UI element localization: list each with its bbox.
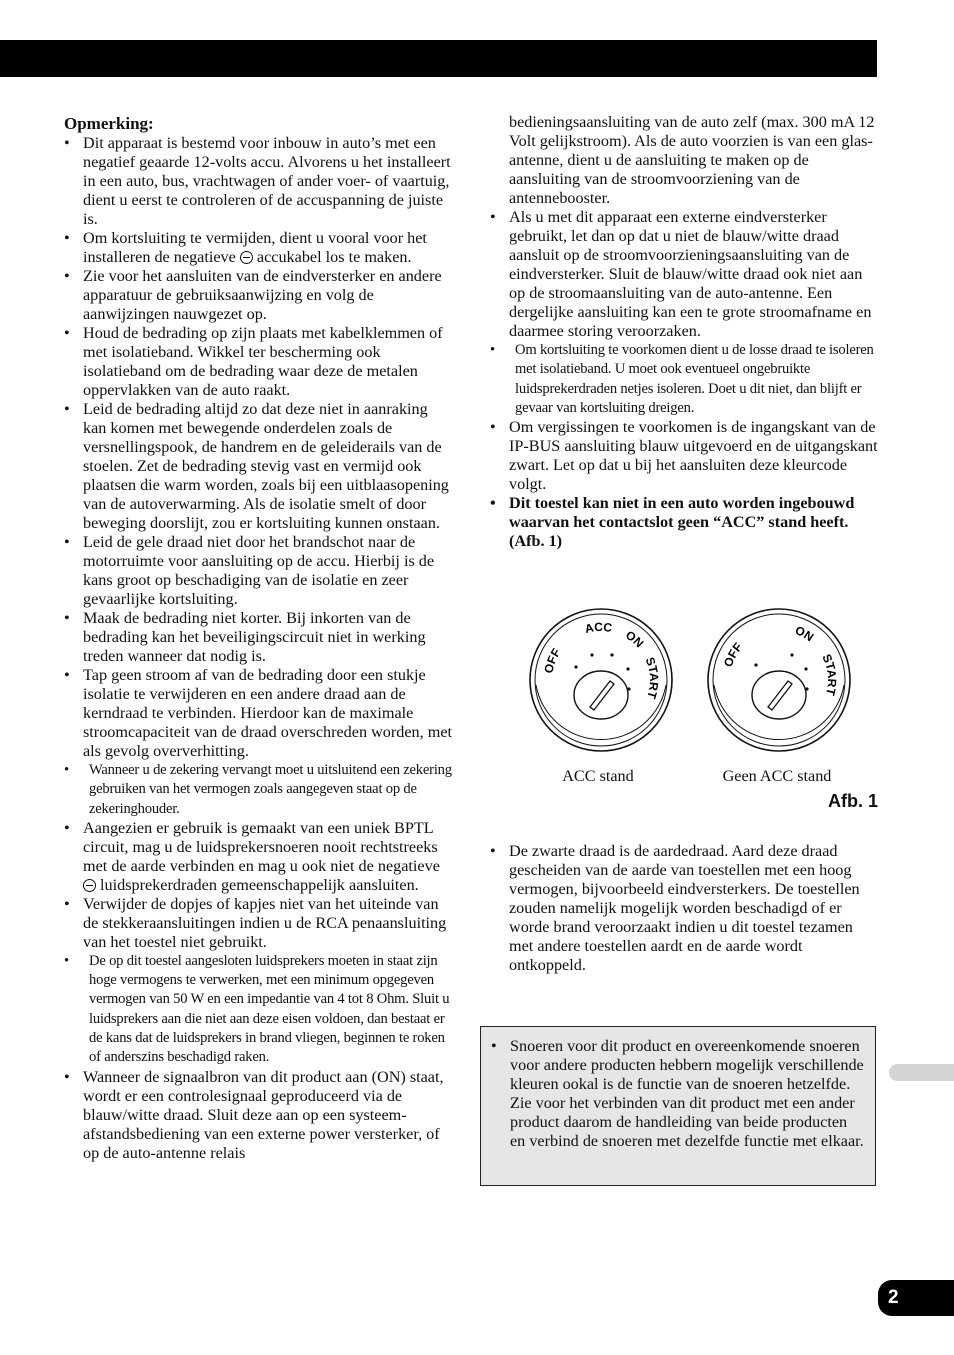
dial-dot xyxy=(804,667,807,670)
list-item: • Dit toestel kan niet in een auto worden ingebouwd waarvan het contactslot geen “ACC” stand heeft. (Afb. 1) xyxy=(490,494,880,551)
note-list-right xyxy=(490,208,880,551)
dial-dot xyxy=(610,653,613,656)
negative-terminal-icon xyxy=(240,251,253,264)
list-item: • Maak de bedrading niet korter. Bij inkorten van de bedrading kan het beveiligingscircuit niet in werking treden wanneer dat nodig is. xyxy=(64,609,454,666)
list-item: • Zie voor het aansluiten van de eindversterker en andere apparatuur de gebruiksaanwijzing en volg de aanwijzingen nauwgezet op. xyxy=(64,267,454,324)
dial-label-acc-wrap xyxy=(583,620,613,636)
label-on: ON xyxy=(793,623,817,645)
list-item xyxy=(64,229,454,267)
list-item: • De zwarte draad is de aardedraad. Aard deze draad gescheiden van de aarde van toestellen met een hoog vermogen, bijvoorbeeld eindversterkers. De toestellen zouden namelijk mogelijk worden beschadigd of er worde brand veroorzaakt indien u dit toestel tezamen met andere toestellen aardt en de aarde wordt ontkoppeld. xyxy=(490,842,880,975)
note-heading: Opmerking: xyxy=(64,114,154,133)
figure-caption: Afb. 1 xyxy=(827,791,878,811)
section-tab xyxy=(889,1064,954,1081)
dial-dot xyxy=(790,653,793,656)
dial-dot xyxy=(590,653,593,656)
list-item xyxy=(64,819,454,895)
note-list-lower xyxy=(490,842,880,975)
continued-text: bedieningsaansluiting van de auto zelf (max. 300 mA 12 Volt gelijkstroom). Als de auto voorzien is van een glas-antenne, dient u de aansluiting te maken op de aansluiting van de stroomvoorziening van de antennebooster. xyxy=(509,113,875,207)
list-item: • Leid de gele draad niet door het brandschot naar de motorruimte voor aansluiting op de accu. Hierbij is de kans groot op beschadiging van de isolatie en zeer gevaarlijke kortsluiting. xyxy=(64,533,454,609)
list-item-text: Aangezien er gebruik is gemaakt van een uniek BPTL circuit, mag u de luidsprekersnoeren nooit rechtstreeks met de aarde verbinden en mag u ook niet de negatieve xyxy=(83,818,440,875)
header-bar xyxy=(0,40,877,77)
note-list xyxy=(64,134,454,1163)
page-number: 2 xyxy=(878,1280,954,1316)
list-item-text: accukabel los te maken. xyxy=(256,248,412,266)
note-box xyxy=(480,1026,876,1186)
list-item: • Leid de bedrading altijd zo dat deze niet in aanraking kan komen met bewegende onderdelen zoals de versnellingspook, de handrem en de geleiderails van de stoelen. Zet de bedrading stevig vast en vermijd ook plaatsen die warm worden, zoals bij een uitblaasopening van de autoverwarming. Als de isolatie smelt of door beweging doorslijt, zou er kortsluiting kunnen onstaan. xyxy=(64,400,454,533)
label-off: OFF xyxy=(720,639,746,669)
note-box-list xyxy=(491,1037,865,1151)
label-off: OFF xyxy=(541,645,564,675)
list-item: • Wanneer de signaalbron van dit product aan (ON) staat, wordt er een controlesignaal geproduceerd via de blauw/witte draad. Sluit deze aan op een systeem-afstandsbediening van een externe power versterker, of op de auto-antenne relais xyxy=(64,1068,454,1163)
list-item: • Tap geen stroom af van de bedrading door een stukje isolatie te verwijderen en een andere draad aan de kerndraad te verbinden. Hierdoor kan de maximale stroomcapaciteit van de draad overschreden worden, met als gevolg oververhitting. xyxy=(64,666,454,761)
list-item: • De op dit toestel aangesloten luidsprekers moeten in staat zijn hoge vermogens te verwerken, met een minimum opgegeven vermogen van 50 W en een impedantie van 4 tot 8 Ohm. Sluit u luidsprekers aan die niet aan deze eisen voldoen, dan bestaat er de kans dat de luidsprekers in brand vliegen, beginnen te roken of anderszins beschadigd raken. xyxy=(64,952,454,1068)
list-item-text: luidsprekerdraden gemeenschappelijk aansluiten. xyxy=(100,875,419,894)
ignition-dial-acc xyxy=(526,605,676,755)
dial-caption-acc: ACC stand xyxy=(562,767,634,785)
list-item: • Om vergissingen te voorkomen is de ingangskant van de IP-BUS aansluiting blauw uitgevoerd en de uitgangskant zwart. Let op dat u bij het aansluiten deze kleurcode volgt. xyxy=(490,418,880,494)
left-column xyxy=(64,114,454,1163)
ignition-figure xyxy=(490,605,880,820)
right-column xyxy=(490,113,880,551)
list-item: • Dit apparaat is bestemd voor inbouw in auto’s met een negatief geaarde 12-volts accu. Alvorens u het installeert in een auto, bus, vrachtwagen of ander voer- of vaartuig, dient u eerst te controleren of de accuspanning de juiste is. xyxy=(64,134,454,229)
list-item: • Wanneer u de zekering vervangt moet u uitsluitend een zekering gebruiken van het vermogen zoals aangegeven staat op de zekeringhouder. xyxy=(64,761,454,819)
label-on: ON xyxy=(623,627,647,651)
list-item: • Om kortsluiting te voorkomen dient u de losse draad te isoleren met isolatieband. U moet ook eventueel ongebruikte luidsprekerdraden netjes isoleren. Doet u dit niet, dan blijft er gevaar van kortsluiting dreigen. xyxy=(490,341,880,418)
list-item: • Als u met dit apparaat een externe eindversterker gebruikt, let dan op dat u niet de blauw/witte draad aansluit op de stroomvoorzieningsaansluiting van de eindversterker. Sluit de blauw/witte draad ook niet aan op de stroomaansluiting van de auto-antenne. Een dergelijke aansluiting kan een te grote stroomafname en daarmee storing veroorzaken. xyxy=(490,208,880,341)
dial-dot xyxy=(626,667,629,670)
dial-dot xyxy=(574,665,577,668)
right-column-lower xyxy=(490,842,880,975)
dial-caption-no-acc: Geen ACC stand xyxy=(722,767,832,785)
list-item: • Verwijder de dopjes of kapjes niet van het uiteinde van de stekkeraansluitingen indien u de RCA penaansluiting van het toestel niet gebruikt. xyxy=(64,895,454,952)
label-acc: ACC xyxy=(583,619,613,637)
label-start: START xyxy=(642,655,662,701)
negative-terminal-icon xyxy=(83,879,96,892)
ignition-dial-no-acc xyxy=(704,605,854,755)
list-item: • Houd de bedrading op zijn plaats met kabelklemmen of met isolatieband. Wikkel ter bescherming ook isolatieband om de bedrading waar deze de metalen oppervlakken van de auto raakt. xyxy=(64,324,454,400)
list-item: • Snoeren voor dit product en overeenkomende snoeren voor andere producten hebbern mogelijk verschillende kleuren ookal is de functie van de snoeren hetzelfde. Zie voor het verbinden van dit product met een ander product daarom de handleiding van beide producten en verbind de snoeren met dezelfde functie met elkaar. xyxy=(491,1037,865,1151)
list-item-text: Om kortsluiting te vermijden, dient u vooral voor het installeren de negatieve xyxy=(83,229,427,266)
label-start: START xyxy=(819,651,840,697)
dial-dot xyxy=(754,663,757,666)
